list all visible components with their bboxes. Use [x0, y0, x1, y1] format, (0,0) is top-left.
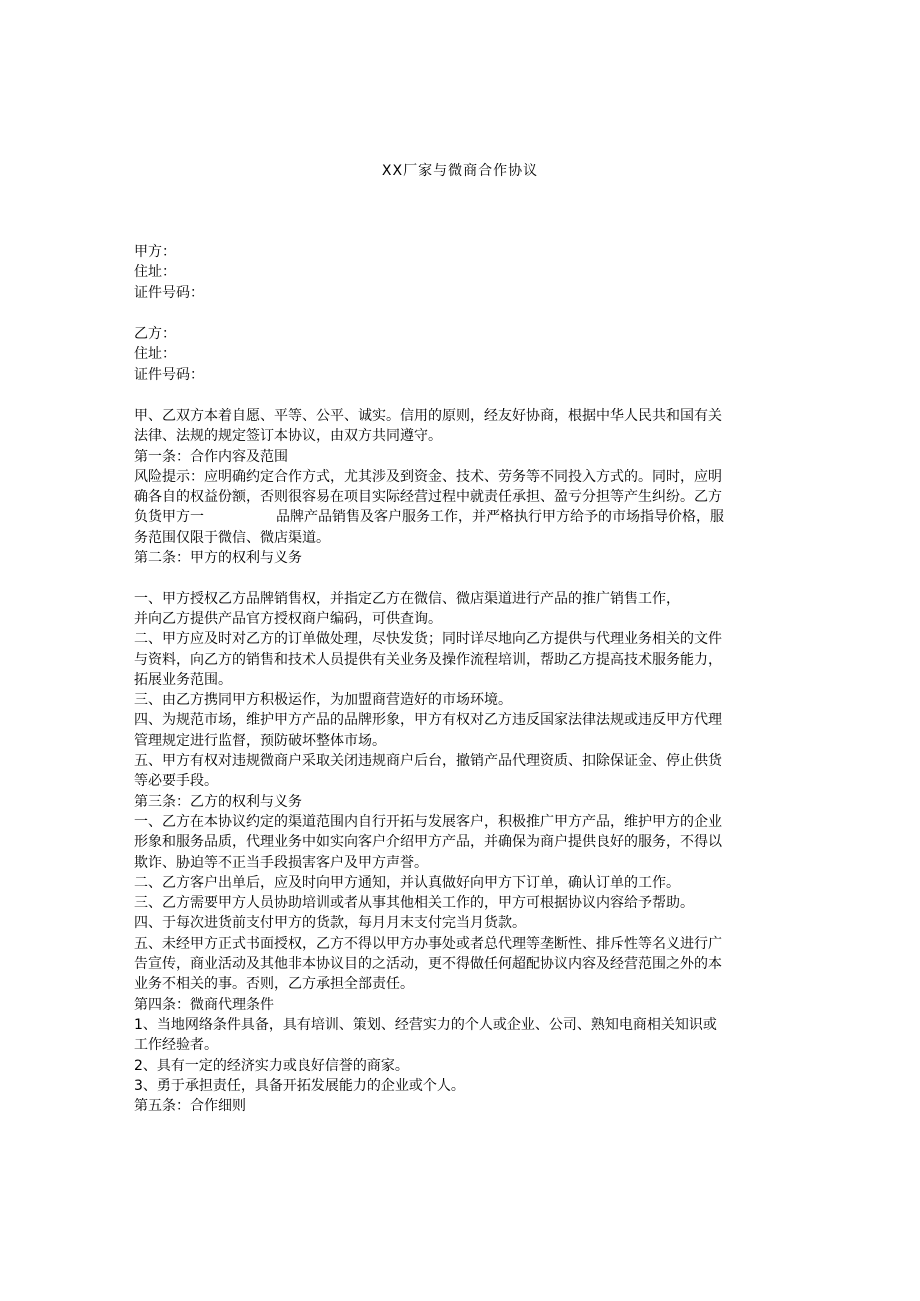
- article2-line: 四、为规范市场，维护甲方产品的品牌形象，甲方有权对乙方违反国家法律法规或违反甲方代理: [134, 712, 722, 729]
- article2-line: 并向乙方提供产品官方授权商户编码，可供查询。: [134, 610, 442, 627]
- article2-line: 一、甲方授权乙方品牌销售权，并指定乙方在微信、微店渠道进行产品的推广销售工作，: [134, 590, 680, 607]
- article3-line: 二、乙方客户出单后，应及时向甲方通知，并认真做好向甲方下订单，确认订单的工作。: [134, 874, 680, 891]
- spacer: [134, 568, 794, 588]
- article1-line-part: 负货甲方一: [134, 509, 204, 526]
- article2-line: 五、甲方有权对违规微商户采取关闭违规商户后台，撤销产品代理资质、扣除保证金、停止供货: [134, 753, 722, 770]
- article3-heading: 第三条：乙方的权利与义务: [134, 793, 302, 810]
- article2-line: 与资料，向乙方的销售和技术人员提供有关业务及操作流程培训，帮助乙方提高技术服务能力，: [134, 651, 722, 668]
- party-b-section: [134, 324, 794, 385]
- article3-line: 形象和服务品质，代理业务中如实向客户介绍甲方产品，并确保为商户提供良好的服务，不得以: [134, 834, 722, 851]
- agreement-body: [134, 406, 794, 1116]
- article2-line: 拓展业务范围。: [134, 671, 232, 688]
- party-a-section: [134, 242, 794, 303]
- article5-heading: 第五条：合作细则: [134, 1098, 246, 1115]
- party-a-name-label: 甲方：: [134, 244, 176, 260]
- document-title: XX厂家与微商合作协议: [381, 163, 539, 179]
- article2-heading: 第二条：甲方的权利与义务: [134, 550, 302, 567]
- article1-heading: 第一条：合作内容及范围: [134, 448, 288, 465]
- party-b-address-label: 住址：: [134, 346, 176, 363]
- article4-line: 工作经验者。: [134, 1037, 218, 1054]
- article3-line: 业务不相关的事。否则，乙方承担全部责任。: [134, 976, 414, 993]
- party-b-name-label: 乙方：: [134, 326, 176, 342]
- article3-line: 四、于每次进货前支付甲方的货款，每月月末支付完当月货款。: [134, 915, 526, 932]
- intro-line: 甲、乙双方本着自愿、平等、公平、诚实。信用的原则，经友好协商，根据中华人民共和国有关: [134, 408, 722, 424]
- article3-line: 告宣传，商业活动及其他非本协议目的之活动，更不得做任何超配协议内容及经营范围之外的本: [134, 956, 722, 973]
- party-a-id-label: 证件号码：: [134, 284, 204, 301]
- article3-line: 三、乙方需要甲方人员协助培训或者从事其他相关工作的，甲方可根据协议内容给予帮助。: [134, 895, 694, 912]
- article1-line: 风险提示：应明确约定合作方式，尤其涉及到资金、技术、劳务等不同投入方式的。同时，应明: [134, 468, 722, 485]
- article2-line: 等必要手段。: [134, 773, 218, 790]
- article4-line: 2、具有一定的经济实力或良好信誉的商家。: [134, 1057, 409, 1074]
- article4-line: 1、当地网络条件具备，具有培训、策划、经营实力的个人或企业、公司、熟知电商相关知识或: [134, 1016, 717, 1033]
- article1-line: [134, 507, 794, 527]
- article4-line: 3、勇于承担责任，具备开拓发展能力的企业或个人。: [134, 1077, 465, 1094]
- article4-heading: 第四条：微商代理条件: [134, 996, 274, 1013]
- article1-line: 务范围仅限于微信、微店渠道。: [134, 529, 330, 546]
- article2-line: 管理规定进行监督，预防破坏整体市场。: [134, 732, 386, 749]
- article2-line: 二、甲方应及时对乙方的订单做处理，尽快发货；同时详尽地向乙方提供与代理业务相关的文件: [134, 631, 722, 648]
- article3-line: 欺诈、胁迫等不正当手段损害客户及甲方声誉。: [134, 854, 428, 871]
- article1-line: 确各自的权益份额，否则很容易在项目实际经营过程中就责任承担、盈亏分担等产生纠纷。乙方: [134, 489, 722, 506]
- article3-line: 五、未经甲方正式书面授权，乙方不得以甲方办事处或者总代理等垄断性、排斥性等名义进行广: [134, 935, 722, 952]
- party-a-address-label: 住址：: [134, 264, 176, 281]
- article2-line: 三、由乙方携同甲方积极运作，为加盟商营造好的市场环境。: [134, 692, 512, 709]
- article1-line-part: 品牌产品销售及客户服务工作，并严格执行甲方给予的市场指导价格，服: [276, 509, 724, 526]
- intro-line: 法律、法规的规定签订本协议，由双方共同遵守。: [134, 428, 442, 445]
- article3-line: 一、乙方在本协议约定的渠道范围内自行开拓与发展客户，积极推广甲方产品，维护甲方的企业: [134, 813, 722, 830]
- party-b-id-label: 证件号码：: [134, 366, 204, 383]
